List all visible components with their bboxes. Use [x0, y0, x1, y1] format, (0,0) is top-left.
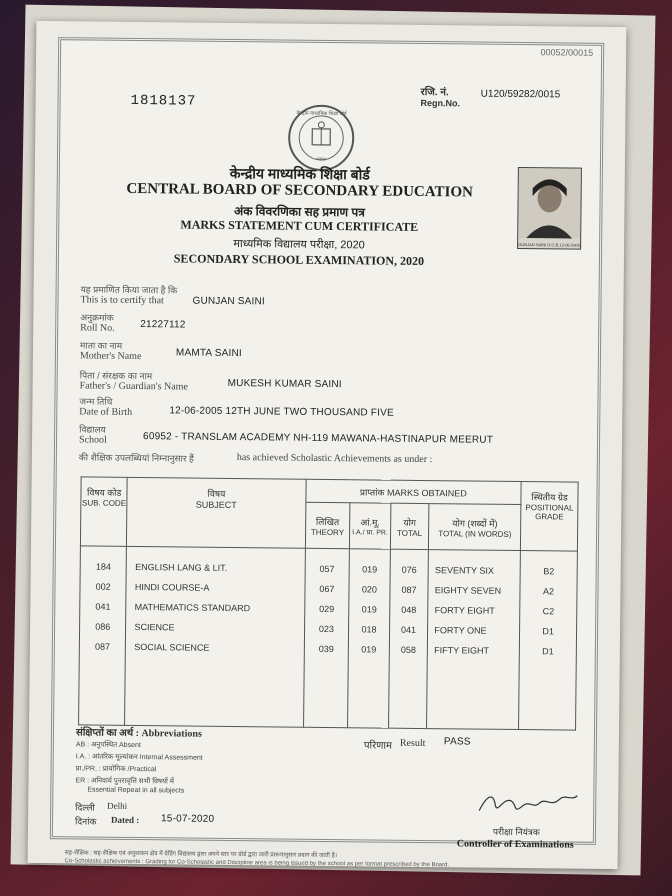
school-label: School: [78, 434, 107, 446]
certificate-title-hi: अंक विवरणिका सह प्रमाण पत्र: [233, 204, 365, 220]
dob-label: Date of Birth: [79, 406, 133, 418]
total-cell: 076: [401, 564, 417, 575]
header-theory-hi: लिखित: [315, 516, 340, 527]
words-cell: FIFTY EIGHT: [434, 645, 490, 656]
total-cell: 087: [401, 584, 417, 595]
board-name-hi: केन्द्रीय माध्यमिक शिक्षा बोर्ड: [229, 164, 370, 183]
header-ia: [350, 503, 391, 549]
total-cell: 048: [401, 604, 417, 615]
result-label-hi: परिणाम: [363, 740, 393, 752]
subject-cell: SCIENCE: [134, 621, 175, 633]
total-cell: 041: [401, 624, 417, 635]
seal-text: केन्द्रीय माध्यमिक शिक्षा बोर्ड: [296, 110, 347, 118]
result-value: PASS: [443, 736, 471, 748]
code-cell: 087: [94, 641, 111, 652]
header-grade-hi: स्थितीय ग्रेड: [531, 492, 568, 503]
student-photo: [517, 167, 582, 250]
header-total-en: TOTAL: [397, 528, 423, 538]
header-words-en: TOTAL (IN WORDS): [438, 528, 512, 539]
subject-cell: ENGLISH LANG & LIT.: [135, 561, 228, 573]
theory-cell: 067: [319, 583, 335, 595]
student-name: GUNJAN SAINI: [192, 295, 265, 308]
father-label: Father's / Guardian's Name: [79, 380, 188, 393]
ia-cell: 019: [361, 604, 377, 615]
place: Delhi: [107, 800, 128, 811]
grade-cell: D1: [542, 646, 554, 657]
body-theory: [303, 548, 350, 727]
subject-cell: MATHEMATICS STANDARD: [134, 601, 251, 614]
cbse-seal-icon: [288, 105, 355, 172]
footnote-hi: सह-शैक्षिक : सह-शैक्षिक एवं अनुशासन क्षेत्र में ग्रेडिंग विद्यालय द्वारा अपने स्तर पर बोर्ड द्वारा जारी प्रारूपानुसार प्रदान की जाती है।: [64, 850, 338, 860]
date-label: Dated :: [111, 814, 140, 826]
certificate-title: MARKS STATEMENT CUM CERTIFICATE: [180, 217, 419, 234]
serial-number: 1818137: [130, 92, 197, 110]
controller-title: Controller of Examinations: [456, 838, 574, 851]
mother-label-hi: माता का नाम: [79, 340, 123, 351]
code-cell: 041: [95, 601, 111, 612]
header-code: [80, 477, 127, 546]
words-cell: FORTY EIGHT: [434, 605, 495, 616]
father-name: MUKESH KUMAR SAINI: [227, 377, 342, 391]
body-total: [388, 549, 429, 728]
seal-subtext: भारत: [316, 156, 326, 163]
ia-cell: 018: [361, 624, 377, 635]
theory-cell: 023: [318, 623, 335, 635]
header-grade: [521, 482, 579, 552]
roll-label: Roll No.: [80, 322, 115, 334]
mother-label: Mother's Name: [79, 350, 142, 363]
header-theory: [305, 503, 350, 549]
code-cell: 002: [95, 581, 111, 592]
abbr-repeat-en: Essential Repeat in all subjects: [87, 786, 185, 795]
grade-cell: D1: [542, 626, 554, 637]
roll-number: 21227112: [140, 319, 186, 331]
controller-title-hi: परीक्षा नियंत्रक: [492, 826, 540, 838]
signature-icon: [473, 787, 583, 822]
code-cell: 086: [95, 621, 111, 632]
regn-number: U120/59282/0015: [480, 88, 561, 101]
grade-cell: A2: [543, 586, 555, 597]
header-grade-en: POSITIONAL GRADE: [525, 503, 574, 522]
header-subject-hi: विषय: [207, 488, 226, 499]
words-cell: FORTY ONE: [434, 625, 487, 636]
header-code-en: SUB. CODE: [82, 498, 127, 508]
marks-statement-document: [28, 21, 627, 869]
achieved-label: has achieved Scholastic Achievements as under :: [236, 452, 433, 466]
exam-title: SECONDARY SCHOOL EXAMINATION, 2020: [173, 251, 425, 269]
date-label-hi: दिनांक: [74, 816, 97, 827]
dob-label-hi: जन्म तिथि: [79, 396, 113, 407]
marks-table: [78, 476, 579, 730]
header-ia-en: I.A./ प्रा. PR.: [352, 528, 388, 537]
table-header-row: [81, 477, 578, 506]
regn-label-hi: रजि. नं.: [420, 86, 449, 99]
top-code: 00052/00015: [540, 47, 594, 58]
body-ia: [348, 549, 390, 728]
header-total-hi: योग: [403, 517, 417, 528]
header-marks: [305, 479, 521, 505]
subject-cell: SOCIAL SCIENCE: [134, 641, 210, 653]
abbr-practical: प्रा./PR. : प्रायोगिक /Practical: [75, 765, 157, 774]
body-words: [427, 550, 521, 730]
ia-cell: 020: [361, 584, 378, 595]
theory-cell: 039: [318, 643, 334, 655]
header-total: [390, 504, 429, 550]
header-subject: [127, 477, 306, 548]
header-words: [429, 504, 521, 551]
total-cell: 058: [400, 644, 416, 655]
table-body-row: [79, 546, 578, 730]
certify-label-hi: यह प्रमाणित किया जाता है कि: [80, 284, 178, 296]
header-marks-en: MARKS OBTAINED: [386, 487, 467, 499]
code-cell: 184: [95, 561, 111, 572]
abbr-absent: AB : अनुपस्थित Absent: [75, 741, 141, 750]
words-cell: EIGHTY SEVEN: [434, 585, 502, 596]
header-theory-en: THEORY: [310, 527, 345, 537]
header-code-hi: विषय कोड: [86, 487, 122, 498]
header-ia-hi: आं.मू.: [360, 517, 380, 528]
mother-name: MAMTA SAINI: [175, 347, 242, 360]
header-words-hi: योग (शब्दों में): [452, 517, 498, 529]
date-of-birth: 12-06-2005 12TH JUNE TWO THOUSAND FIVE: [169, 405, 394, 419]
photo-caption: GUNJAN SAINI D.O.B.12-06-2005: [518, 241, 580, 248]
roll-label-hi: अनुक्रमांक: [80, 312, 114, 323]
header-marks-hi: प्राप्तांक: [359, 487, 385, 498]
result-label: Result: [399, 737, 426, 750]
body-grade: [519, 551, 578, 731]
theory-cell: 029: [319, 603, 335, 615]
ia-cell: 019: [361, 644, 377, 655]
school-name: 60952 - TRANSLAM ACADEMY NH-119 MAWANA-HASTINAPUR MEERUT: [143, 431, 494, 446]
header-subject-en: SUBJECT: [195, 499, 237, 511]
theory-cell: 057: [319, 563, 335, 575]
grade-cell: C2: [542, 606, 555, 617]
place-hi: दिल्ली: [75, 802, 95, 813]
father-label-hi: पिता / संरक्षक का नाम: [79, 370, 153, 382]
board-name: CENTRAL BOARD OF SECONDARY EDUCATION: [126, 180, 473, 201]
ia-cell: 019: [362, 564, 378, 575]
footnote: Co-Scholastic achievements : Grading for Co-Scholastic and Discipline area is being issued by the school as per format prescribed by the Board.: [64, 858, 450, 869]
student-photo-icon: [518, 168, 581, 239]
certify-label: This is to certify that: [80, 294, 164, 307]
issue-date: 15-07-2020: [161, 813, 215, 825]
abbr-repeat: ER : अनिवार्य पुनरावृत्ति सभी विषयों में: [75, 777, 175, 786]
subject-cell: HINDI COURSE-A: [134, 581, 210, 593]
exam-title-hi: माध्यमिक विद्यालय परीक्षा, 2020: [233, 238, 365, 252]
body-codes: [79, 546, 127, 725]
abbr-internal: I.A. : आंतरिक मूल्यांकन Internal Assessment: [75, 753, 203, 762]
certificate-frame: [50, 37, 604, 869]
achieved-label-hi: की शैक्षिक उपलब्धियां निम्नानुसार हैं: [78, 452, 194, 464]
grade-cell: B2: [543, 566, 555, 577]
regn-label: Regn.No.: [420, 97, 461, 109]
abbreviations-title: संक्षिप्तों का अर्थ : Abbreviations: [75, 727, 202, 740]
body-subjects: [125, 546, 305, 727]
school-label-hi: विद्यालय: [79, 424, 106, 435]
words-cell: SEVENTY SIX: [434, 565, 494, 576]
